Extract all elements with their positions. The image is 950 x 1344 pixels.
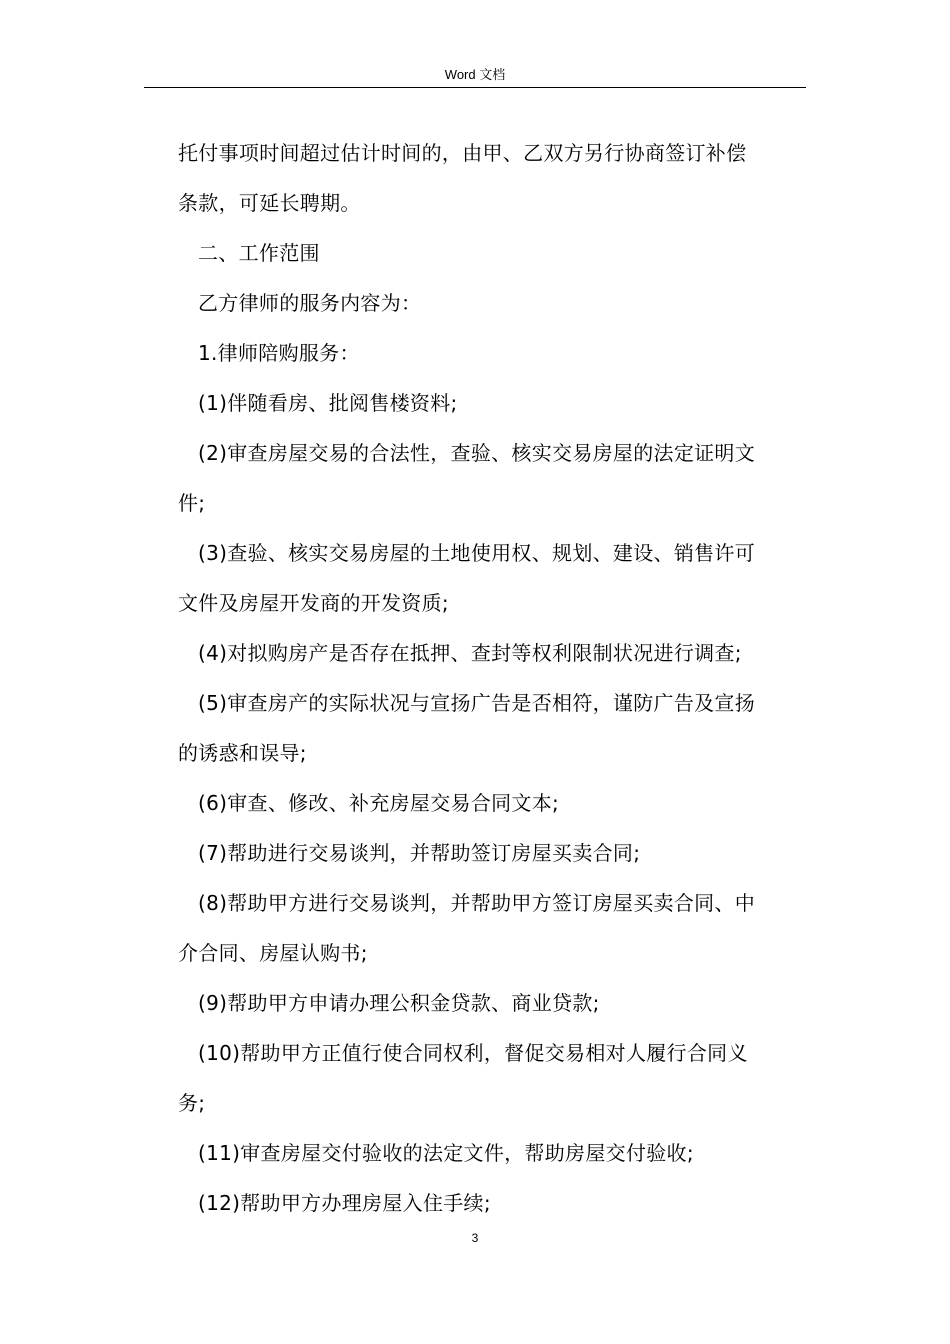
text-line: 务; bbox=[178, 1091, 206, 1115]
text-line: 的诱惑和误导; bbox=[178, 741, 307, 765]
text-line: 二、工作范围 bbox=[198, 241, 320, 265]
text-line: (12)帮助甲方办理房屋入住手续; bbox=[198, 1191, 491, 1215]
document-body bbox=[178, 128, 808, 1228]
text-line: (4)对拟购房产是否存在抵押、查封等权利限制状况进行调查; bbox=[198, 641, 742, 665]
text-line: (3)查验、核实交易房屋的土地使用权、规划、建设、销售许可 bbox=[198, 541, 756, 565]
page-header: Word 文档 bbox=[444, 67, 506, 82]
text-line: (9)帮助甲方申请办理公积金贷款、商业贷款; bbox=[198, 991, 600, 1015]
text-line: (6)审查、修改、补充房屋交易合同文本; bbox=[198, 791, 560, 815]
text-line: 1.律师陪购服务： bbox=[198, 341, 360, 365]
text-line: (8)帮助甲方进行交易谈判，并帮助甲方签订房屋买卖合同、中 bbox=[198, 891, 756, 915]
page-number: 3 bbox=[471, 1231, 479, 1245]
text-line: (1)伴随看房、批阅售楼资料; bbox=[198, 391, 458, 415]
text-line: (2)审查房屋交易的合法性，查验、核实交易房屋的法定证明文 bbox=[198, 441, 756, 465]
text-line: (5)审查房产的实际状况与宣扬广告是否相符，谨防广告及宣扬 bbox=[198, 691, 756, 715]
text-line: 介合同、房屋认购书; bbox=[178, 941, 368, 965]
header-divider bbox=[144, 87, 806, 88]
text-line: 件; bbox=[178, 491, 206, 515]
text-line: 条款，可延长聘期。 bbox=[178, 191, 361, 215]
text-line: (10)帮助甲方正值行使合同权利，督促交易相对人履行合同义 bbox=[198, 1041, 748, 1065]
text-line: 文件及房屋开发商的开发资质; bbox=[178, 591, 449, 615]
text-line: 托付事项时间超过估计时间的，由甲、乙双方另行协商签订补偿 bbox=[178, 141, 747, 165]
text-line: (7)帮助进行交易谈判，并帮助签订房屋买卖合同; bbox=[198, 841, 641, 865]
text-line: 乙方律师的服务内容为： bbox=[198, 291, 422, 315]
text-line: (11)审查房屋交付验收的法定文件，帮助房屋交付验收; bbox=[198, 1141, 694, 1165]
